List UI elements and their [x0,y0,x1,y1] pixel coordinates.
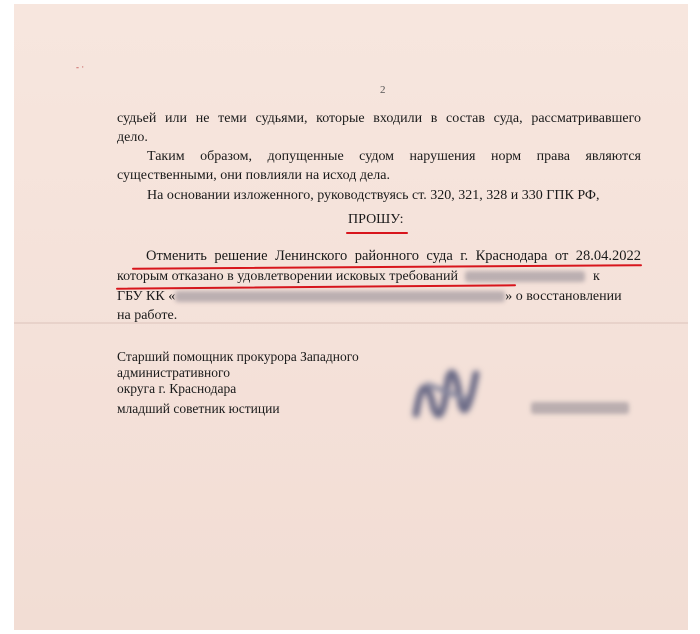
signatory-rank: младший советник юстиции [117,401,280,416]
signatory-line-3: округа г. Краснодара [117,381,237,396]
signatory-line-1: Старший помощник прокурора Западного [117,349,359,364]
redacted-signatory-name [531,402,629,414]
page-fold [14,322,688,324]
request-line-3 [117,287,641,306]
heading-underline [346,232,408,234]
document-page [14,4,688,630]
request-heading: ПРОШУ: [348,212,404,227]
request-line-4: на работе. [117,308,178,323]
corner-mark: - · [76,62,85,72]
page-number: 2 [380,84,386,96]
body-line-3: Таким образом, допущенные судом нарушения норм права являются [147,149,641,164]
redacted-signature [406,354,486,434]
request-line-3-suffix: » о восстановлении [505,289,622,304]
request-line-3-prefix: ГБУ КК « [117,289,176,304]
body-line-1: судьей или не теми судьями, которые входили в состав суда, рассматривавшего [117,111,641,126]
signatory-line-2: административного [117,365,230,380]
request-line-2-suffix: к [592,269,600,284]
body-line-2: дело. [117,130,148,145]
request-line-2 [117,267,641,286]
redacted-plaintiff [465,271,585,282]
redacted-institution [175,291,505,302]
body-line-4: существенными, они повлияли на исход дела. [117,168,390,183]
request-line-1: Отменить решение Ленинского районного суда г. Краснодара от 28.04.2022 [146,248,641,264]
body-line-5: На основании изложенного, руководствуясь ст. 320, 321, 328 и 330 ГПК РФ, [147,188,600,203]
request-line-2-text: которым отказано в удовлетворении исковых требований [117,269,458,284]
